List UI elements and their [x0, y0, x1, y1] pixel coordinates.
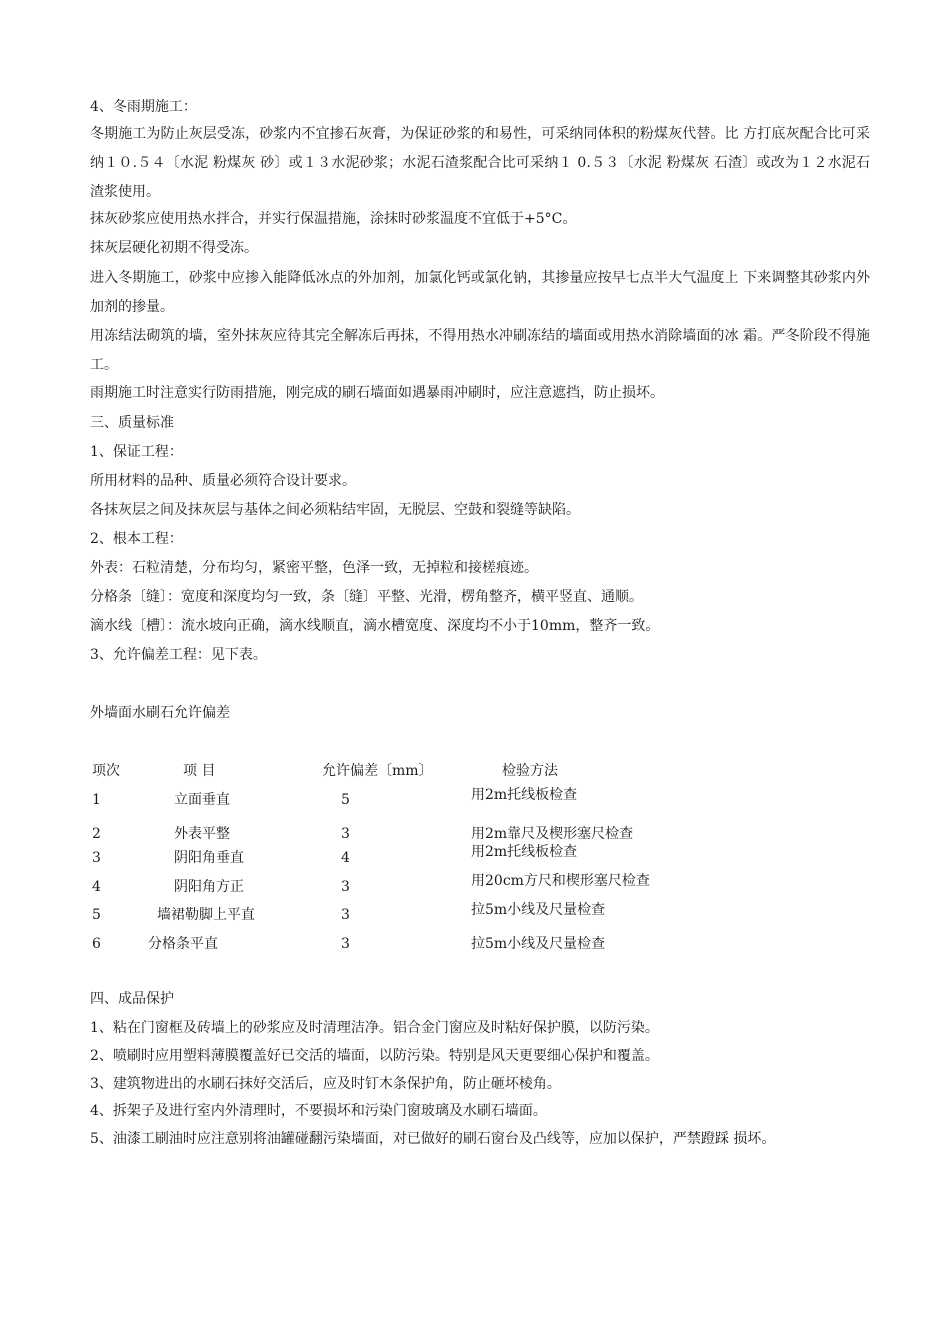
section-heading-winter-rainy: 4、冬雨期施工： — [90, 99, 197, 115]
paragraph-hot-water: 抹灰砂浆应使用热水拌合，并实行保温措施，涂抹时砂浆温度不宜低于+5°C。 — [90, 211, 577, 227]
cell-no: 3 — [92, 850, 101, 866]
cell-item: 阴阳角垂直 — [174, 850, 244, 866]
basic-item-drip-line: 滴水线〔槽〕：流水坡向正确，滴水线顺直，滴水槽宽度、深度均不小于10mm，整齐一致。 — [90, 618, 660, 634]
cell-tolerance: 3 — [341, 907, 350, 923]
cell-no: 6 — [92, 936, 101, 952]
cell-method: 用2m托线板检查 — [471, 844, 578, 860]
cell-no: 4 — [92, 879, 101, 895]
table-caption: 外墙面水刷石允许偏差 — [90, 705, 230, 721]
cell-no: 1 — [92, 792, 101, 808]
cell-item: 阴阳角方正 — [174, 879, 244, 895]
cell-method: 用2m靠尺及楔形塞尺检查 — [471, 826, 634, 842]
guarantee-item-materials: 所用材料的品种、质量必须符合设计要求。 — [90, 473, 356, 489]
cell-no: 2 — [92, 826, 101, 842]
protection-item: 2、喷刷时应用塑料薄膜覆盖好已交活的墙面，以防污染。特别是风天更要细心保护和覆盖。 — [90, 1048, 659, 1064]
cell-method: 拉5m小线及尺量检查 — [471, 936, 606, 952]
cell-tolerance: 3 — [341, 936, 350, 952]
header-item-name: 项 目 — [183, 763, 216, 779]
paragraph-additive: 进入冬期施工，砂浆中应掺入能降低冰点的外加剂，加氯化钙或氯化钠，其掺量应按早七点半大气温度上 下来调整其砂浆内外加剂的掺量。 — [90, 270, 870, 315]
subheading-tolerance: 3、允许偏差工程：见下表。 — [90, 647, 267, 663]
cell-tolerance: 3 — [341, 879, 350, 895]
cell-tolerance: 5 — [341, 792, 350, 808]
protection-item: 1、粘在门窗框及砖墙上的砂浆应及时清理洁净。铝合金门窗应及时粘好保护膜，以防污染。 — [90, 1020, 659, 1036]
cell-item: 外表平整 — [174, 826, 230, 842]
protection-item: 4、拆架子及进行室内外清理时，不要损坏和污染门窗玻璃及水刷石墙面。 — [90, 1103, 547, 1119]
cell-method: 拉5m小线及尺量检查 — [471, 902, 606, 918]
header-item-no: 项次 — [92, 763, 120, 779]
cell-no: 5 — [92, 907, 101, 923]
cell-method: 用2m托线板检查 — [471, 787, 578, 803]
protection-item: 5、油漆工刷油时应注意别将油罐碰翻污染墙面，对已做好的刷石窗台及凸线等，应加以保护，严禁蹬踩 损坏。 — [90, 1131, 776, 1147]
basic-item-surface: 外表：石粒清楚，分布均匀，紧密平整，色泽一致，无掉粒和接槎痕迹。 — [90, 560, 538, 576]
basic-item-divider-strip: 分格条〔缝〕：宽度和深度均匀一致，条〔缝〕平整、光滑，楞角整齐，横平竖直、通顺。 — [90, 589, 643, 605]
paragraph-winter-mortar: 冬期施工为防止灰层受冻，砂浆内不宜掺石灰膏，为保证砂浆的和易性，可采纳同体积的粉煤灰代替。比 方打底灰配合比可采纳１０.５４〔水泥 粉煤灰 砂〕或１３水泥砂浆；水泥石渣浆配合比可采纳１ 0.５３〔水泥 粉煤灰 石渣〕或改为１２水泥石渣浆使用。 — [90, 126, 870, 200]
guarantee-item-bonding: 各抹灰层之间及抹灰层与基体之间必须粘结牢固，无脱层、空鼓和裂缝等缺陷。 — [90, 502, 580, 518]
cell-tolerance: 4 — [341, 850, 350, 866]
section-heading-protection: 四、成品保护 — [90, 991, 174, 1007]
subheading-basic: 2、根本工程： — [90, 531, 183, 547]
cell-item: 立面垂直 — [174, 792, 230, 808]
protection-item: 3、建筑物进出的水刷石抹好交活后，应及时钉木条保护角，防止砸坏棱角。 — [90, 1076, 561, 1092]
paragraph-frozen-wall: 用冻结法砌筑的墙，室外抹灰应待其完全解冻后再抹，不得用热水冲刷冻结的墙面或用热水消除墙面的冰 霜。严冬阶段不得施工。 — [90, 328, 870, 373]
cell-method: 用20cm方尺和楔形塞尺检查 — [471, 873, 650, 889]
cell-item: 分格条平直 — [148, 936, 218, 952]
cell-item: 墙裙勒脚上平直 — [157, 907, 255, 923]
subheading-guarantee: 1、保证工程： — [90, 444, 183, 460]
header-method: 检验方法 — [502, 763, 558, 779]
header-tolerance: 允许偏差〔mm〕 — [322, 763, 433, 779]
paragraph-no-freeze: 抹灰层硬化初期不得受冻。 — [90, 240, 258, 256]
cell-tolerance: 3 — [341, 826, 350, 842]
paragraph-rainy: 雨期施工时注意实行防雨措施，刚完成的刷石墙面如遇暴雨冲刷时，应注意遮挡，防止损坏。 — [90, 385, 664, 401]
section-heading-quality: 三、质量标准 — [90, 415, 174, 431]
